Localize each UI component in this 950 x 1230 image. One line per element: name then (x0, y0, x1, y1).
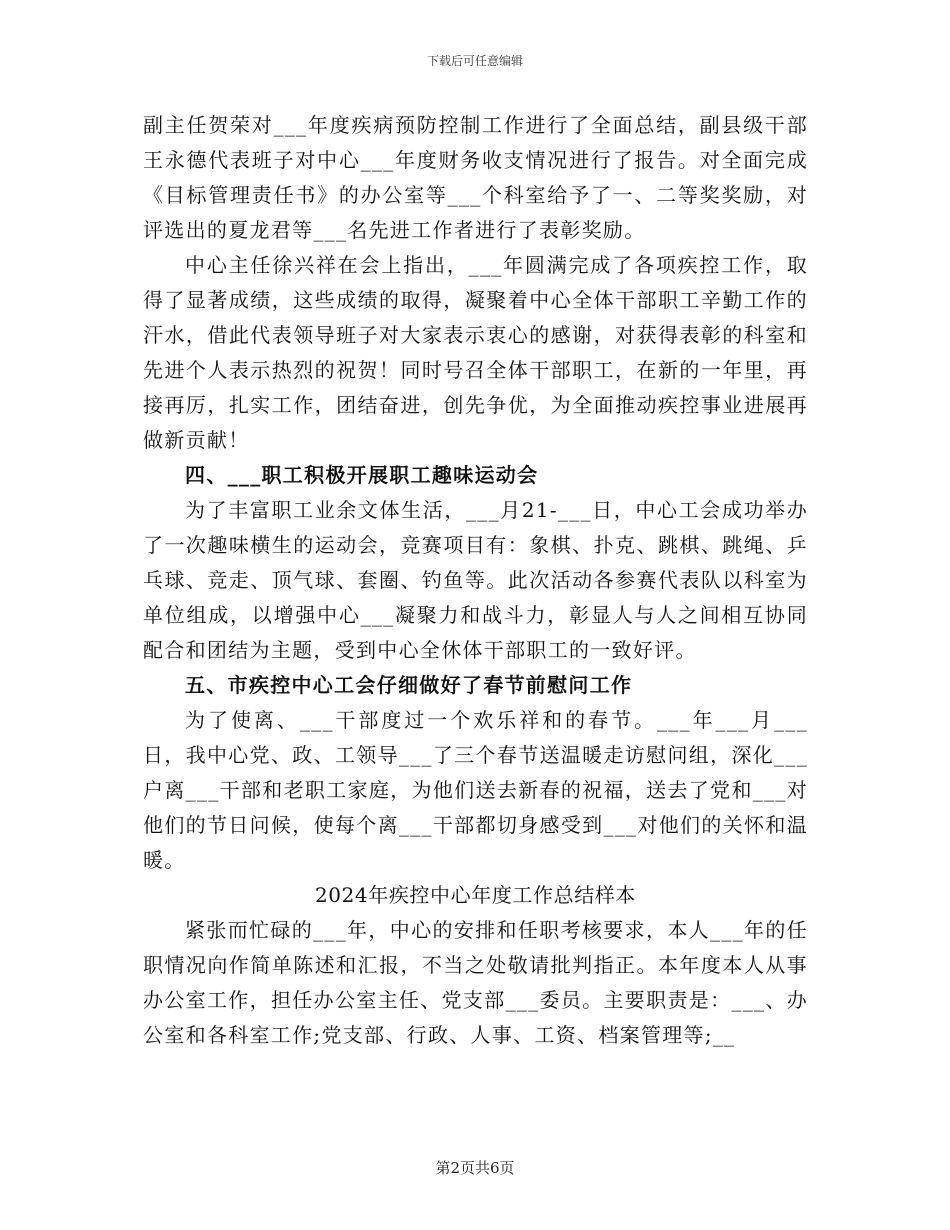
document-body (143, 108, 808, 1053)
section-heading-sports-meeting: 四、___职工积极开展职工趣味运动会 (185, 463, 539, 487)
paragraph-director-speech: 中心主任徐兴祥在会上指出，___年圆满完成了各项疾控工作，取得了显著成绩，这些成绩的取得，凝聚着中心全体干部职工辛勤工作的汗水，借此代表领导班子对大家表示衷心的感谢，对获得表彰的科室和先进个人表示热烈的祝贺！同时号召全体干部职工，在新的一年里，再接再厉，扎实工作，团结奋进，创先争优，为全面推动疾控事业进展再做新贡献！ (143, 253, 808, 452)
paragraph-sports-meeting: 为了丰富职工业余文体生活，___月21-___日，中心工会成功举办了一次趣味横生的运动会，竞赛项目有：象棋、扑克、跳棋、跳绳、乒乓球、竞走、顶气球、套圈、钓鱼等。此次活动各参赛代表队以科室为单位组成，以增强中心___凝聚力和战斗力，彰显人与人之间相互协同配合和团结为主题，受到中心全休体干部职工的一致好评。 (143, 498, 808, 662)
page-number: 第2页共6页 (435, 1159, 515, 1177)
document-title-2024-summary: 2024年疾控中心年度工作总结样本 (314, 883, 637, 907)
paragraph-personal-summary: 紧张而忙碌的___年，中心的安排和任职考核要求，本人___年的任职情况向作简单陈述和汇报，不当之处敬请批判指正。本年度本人从事办公室工作，担任办公室主任、党支部___委员。主要职责是：___、办公室和各科室工作;党支部、行政、人事、工资、档案管理等;__ (143, 918, 808, 1047)
page-header-note: 下载后可任意编辑 (426, 54, 523, 68)
paragraph-summary-report: 副主任贺荣对___年度疾病预防控制工作进行了全面总结，副县级干部王永德代表班子对中心___年度财务收支情况进行了报告。对全面完成《目标管理责任书》的办公室等___个科室给予了一、二等奖奖励，对评选出的夏龙君等___名先进工作者进行了表彰奖励。 (143, 113, 808, 242)
paragraph-spring-festival-visit: 为了使离、___干部度过一个欢乐祥和的春节。___年___月___日，我中心党、政、工领导___了三个春节送温暖走访慰问组，深化___户离___干部和老职工家庭，为他们送去新春的祝福，送去了党和___对他们的节日问候，使每个离___干部都切身感受到___对他们的关怀和温暖。 (143, 708, 808, 872)
section-heading-spring-festival-visit: 五、市疾控中心工会仔细做好了春节前慰问工作 (185, 673, 633, 697)
